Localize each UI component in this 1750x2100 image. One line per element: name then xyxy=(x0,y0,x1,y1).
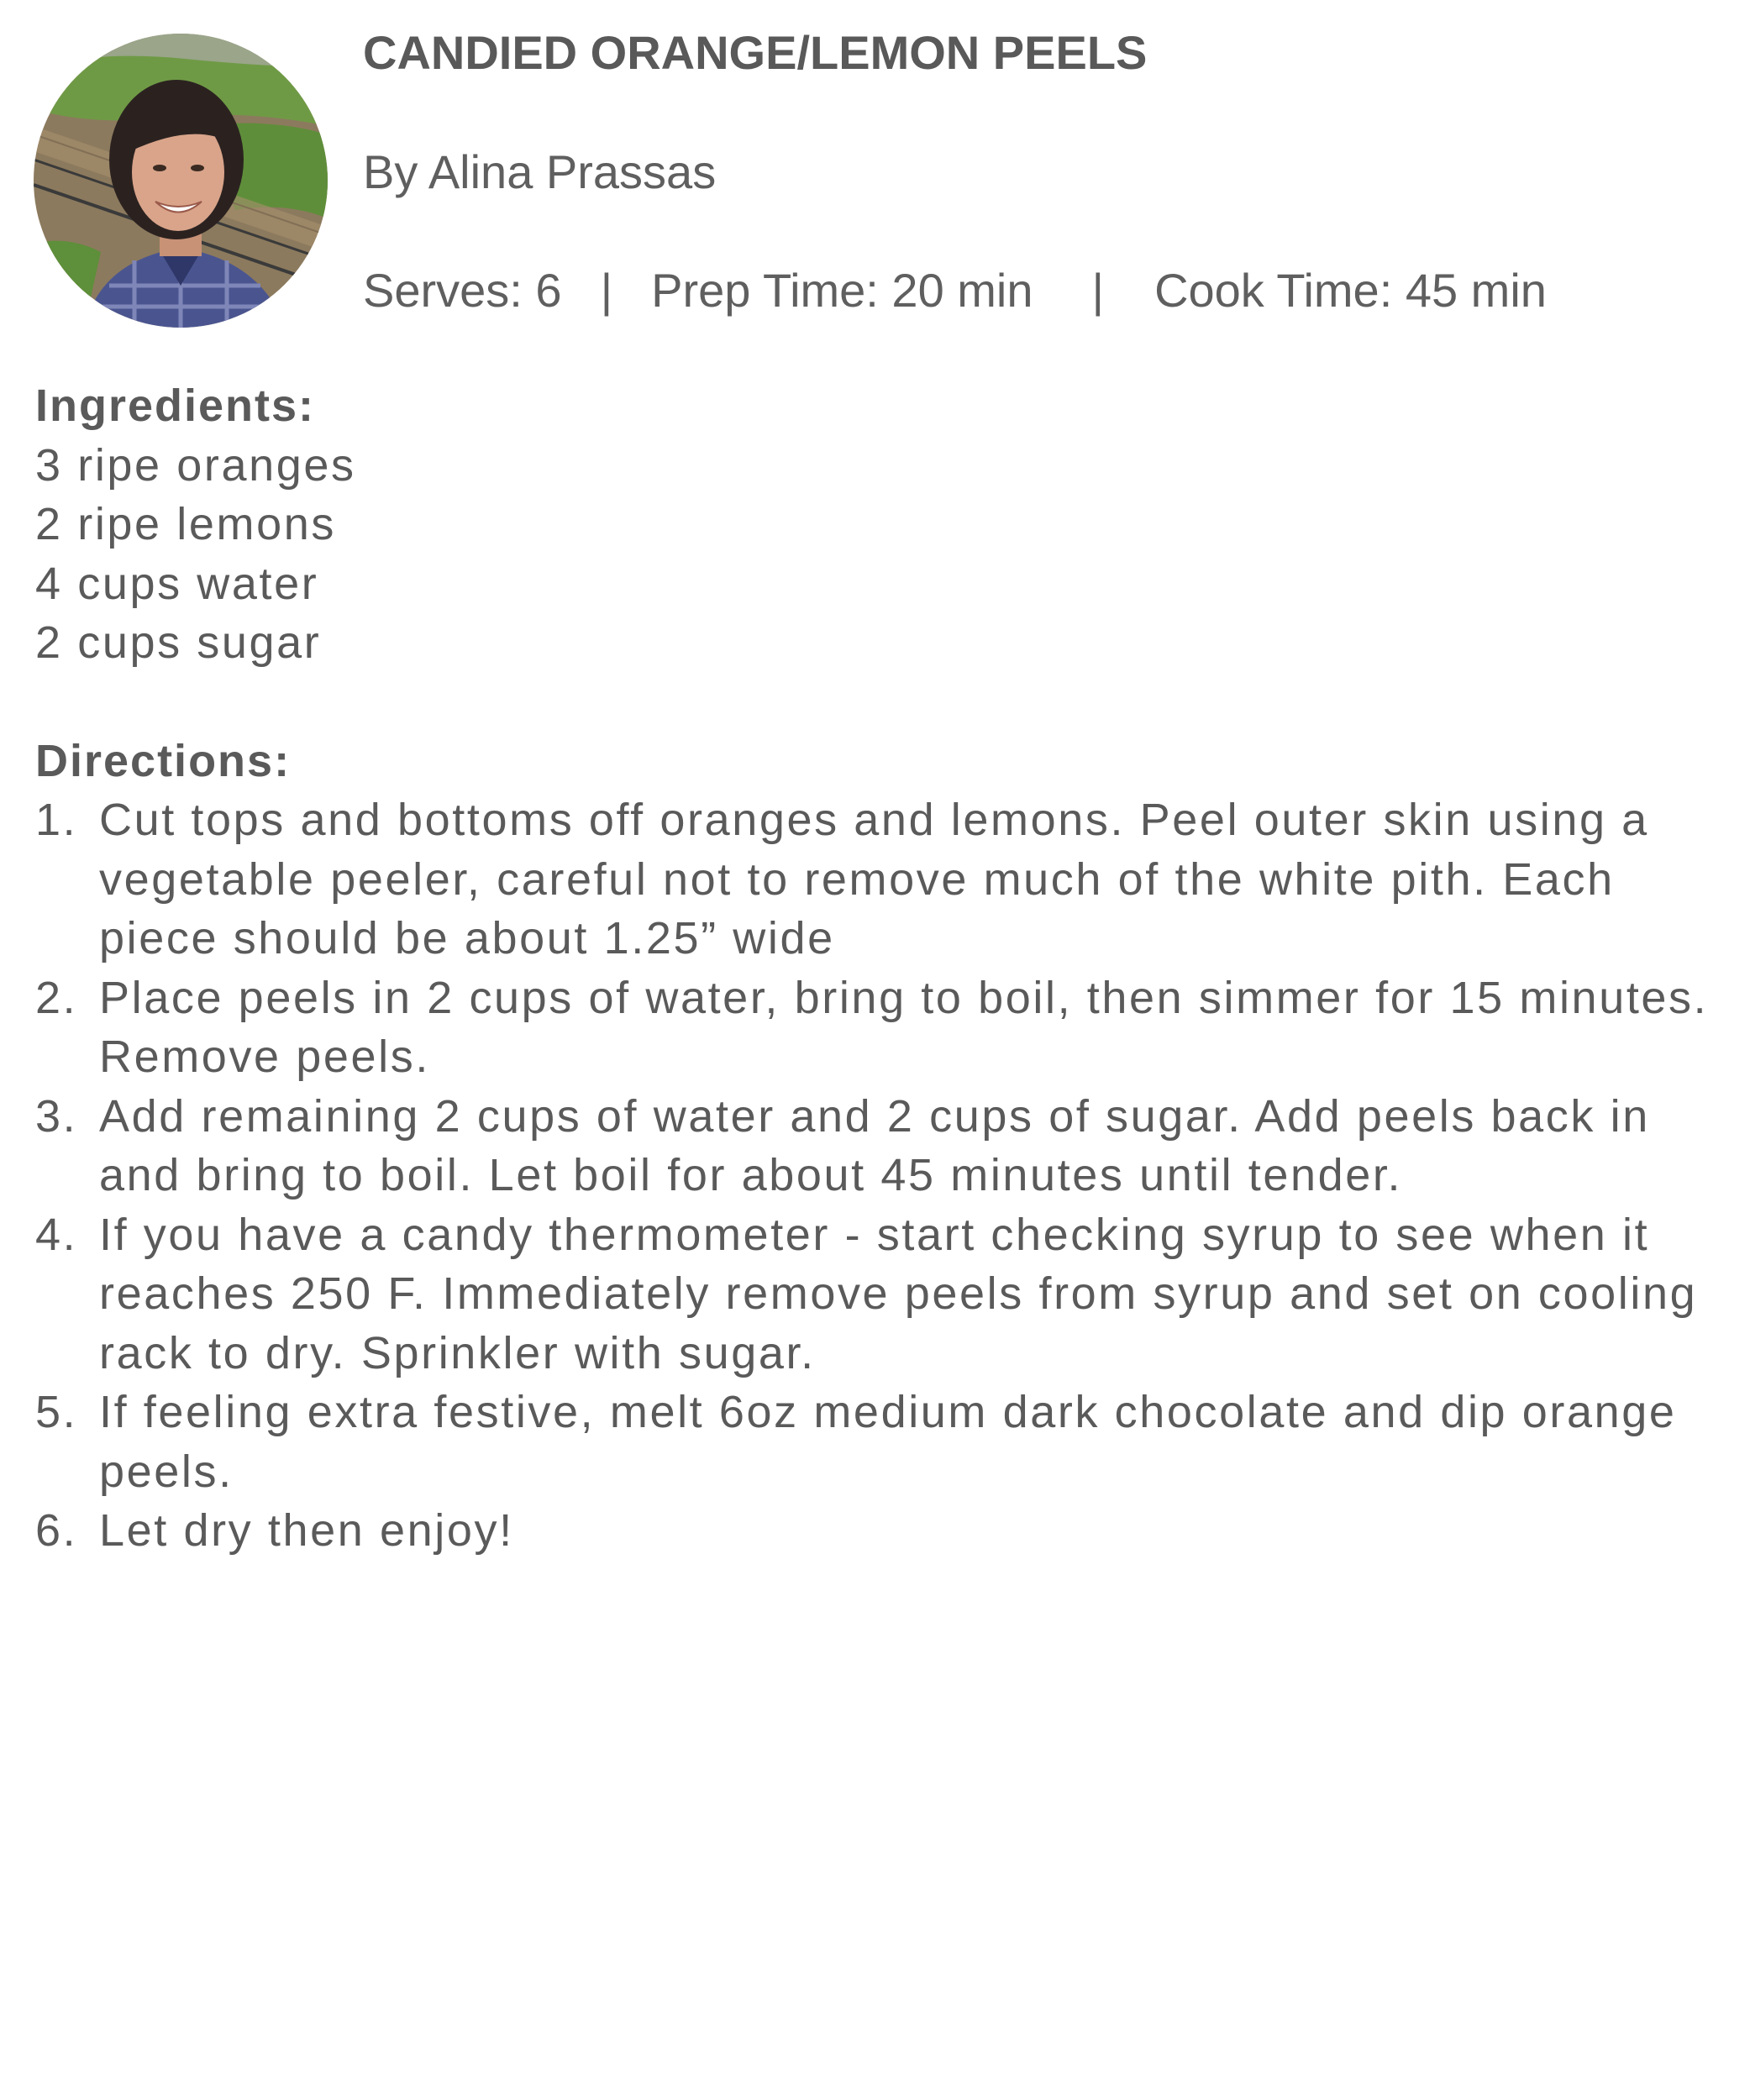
direction-step xyxy=(35,1383,1732,1501)
step-number: 1. xyxy=(35,795,78,845)
ingredient-item: 3 ripe oranges xyxy=(35,439,356,491)
step-text: Cut tops and bottoms off oranges and lemons. Peel outer skin using a vegetable peeler, careful not to remove much of the white pith. Each piece should be about 1.25” wide xyxy=(99,795,1649,963)
step-number: 6. xyxy=(35,1505,78,1556)
ingredient-item: 2 cups sugar xyxy=(35,617,322,668)
step-number: 2. xyxy=(35,972,78,1023)
direction-step xyxy=(35,1501,1732,1561)
author-photo-image xyxy=(34,34,328,328)
recipe-title: CANDIED ORANGE/LEMON PEELS xyxy=(363,26,1148,79)
recipe-body xyxy=(35,376,1732,1561)
serves: Serves: 6 xyxy=(363,264,562,317)
step-text: Place peels in 2 cups of water, bring to boil, then simmer for 15 minutes. Remove peels. xyxy=(99,972,1709,1082)
recipe-meta xyxy=(363,263,1547,318)
step-text: Add remaining 2 cups of water and 2 cups of sugar. Add peels back in and bring to boil. Let boil for about 45 minutes until tender. xyxy=(99,1090,1650,1200)
meta-separator: | xyxy=(600,264,613,317)
cook-time: Cook Time: 45 min xyxy=(1154,264,1547,317)
author-photo xyxy=(34,34,328,328)
direction-step xyxy=(35,1087,1732,1205)
ingredients-heading: Ingredients: xyxy=(35,381,316,431)
ingredient-item: 4 cups water xyxy=(35,558,319,609)
section-gap xyxy=(35,673,1732,732)
direction-step xyxy=(35,790,1732,969)
step-text: If you have a candy thermometer - start checking syrup to see when it reaches 250 F. Immediately remove peels from syrup and set on cooling rack to dry. Sprinkler with sugar. xyxy=(99,1209,1698,1378)
prep-time: Prep Time: 20 min xyxy=(651,264,1033,317)
ingredient-item: 2 ripe lemons xyxy=(35,499,336,549)
ingredients-list xyxy=(35,436,1732,673)
directions-heading: Directions: xyxy=(35,735,292,786)
step-number: 5. xyxy=(35,1387,78,1437)
direction-step xyxy=(35,969,1732,1087)
direction-step xyxy=(35,1205,1732,1383)
meta-separator: | xyxy=(1091,264,1105,317)
step-text: If feeling extra festive, melt 6oz medium dark chocolate and dip orange peels. xyxy=(99,1387,1677,1497)
recipe-author: By Alina Prassas xyxy=(363,145,717,198)
step-number: 4. xyxy=(35,1209,78,1260)
step-number: 3. xyxy=(35,1090,78,1142)
directions-list xyxy=(35,790,1732,1561)
step-text: Let dry then enjoy! xyxy=(99,1505,514,1556)
